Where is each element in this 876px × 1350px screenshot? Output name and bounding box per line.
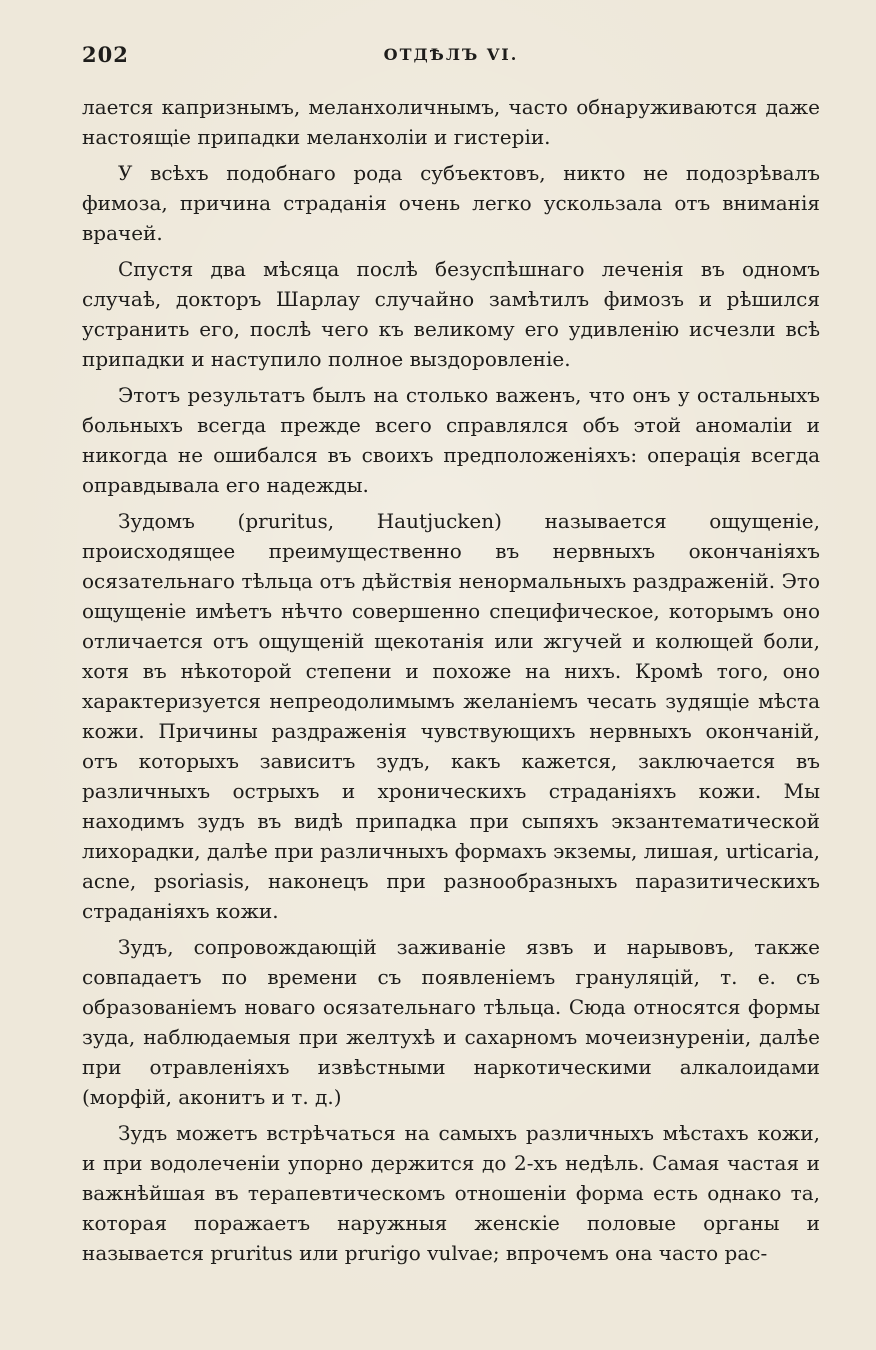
paragraph: У всѣхъ подобнаго рода субъектовъ, никто не подозрѣвалъ фимоза, причина страданія очень легко ускользала отъ вниманія врачей. [82, 161, 820, 245]
page-header [82, 42, 820, 72]
paragraph: Зудомъ (pruritus, Hautjucken) называется ощущеніе, происходящее преимущественно въ нервныхъ окончаніяхъ осязательнаго тѣльца отъ дѣйствія ненормальныхъ раздраженій. Это ощущеніе имѣетъ нѣчто совершенно специфическое, которымъ оно отличается отъ ощущеній щекотанія или жгучей и колющей боли, хотя въ нѣкоторой степени и похоже на нихъ. Кромѣ того, оно характеризуется непреодолимымъ желаніемъ чесать зудящіе мѣста кожи. Причины раздраженія чувствующихъ нервныхъ окончаній, отъ которыхъ зависитъ зудъ, какъ кажется, заключается въ различныхъ острыхъ и хроническихъ страданіяхъ кожи. Мы находимъ зудъ въ видѣ припадка при сыпяхъ экзантематической лихорадки, далѣе при различныхъ формахъ экземы, лишая, urticaria, acne, psoriasis, наконецъ при разнообразныхъ паразитическихъ страданіяхъ кожи. [82, 509, 820, 923]
paragraph: Этотъ результатъ былъ на столько важенъ, что онъ у остальныхъ больныхъ всегда прежде всего справлялся объ этой аномаліи и никогда не ошибался въ своихъ предположеніяхъ: операція всегда оправдывала его надежды. [82, 383, 820, 497]
paragraph: Спустя два мѣсяца послѣ безуспѣшнаго леченія въ одномъ случаѣ, докторъ Шарлау случайно замѣтилъ фимозъ и рѣшился устранить его, послѣ чего къ великому его удивленію исчезли всѣ припадки и наступило полное выздоровленіе. [82, 257, 820, 371]
paragraph: Зудъ, сопровождающій заживаніе язвъ и нарывовъ, также совпадаетъ по времени съ появленіемъ грануляцій, т. е. съ образованіемъ новаго осязательнаго тѣльца. Сюда относятся формы зуда, наблюдаемыя при желтухѣ и сахарномъ мочеизнуреніи, далѣе при отравленіяхъ извѣстными наркотическими алкалоидами (морфій, аконитъ и т. д.) [82, 935, 820, 1109]
body-text [82, 92, 820, 1274]
paragraph: лается капризнымъ, меланхоличнымъ, часто обнаруживаются даже настоящіе припадки меланхоліи и гистеріи. [82, 95, 820, 149]
paragraph: Зудъ можетъ встрѣчаться на самыхъ различныхъ мѣстахъ кожи, и при водолеченіи упорно держится до 2-хъ недѣль. Самая частая и важнѣйшая въ терапевтическомъ отношеніи форма есть однако та, которая поражаетъ наружныя женскіе половые органы и называется pruritus или prurigo vulvae; впрочемъ она часто рас- [82, 1121, 820, 1265]
page-number: 202 [82, 42, 129, 67]
running-head: ОТДѢЛЪ VI. [383, 45, 519, 64]
